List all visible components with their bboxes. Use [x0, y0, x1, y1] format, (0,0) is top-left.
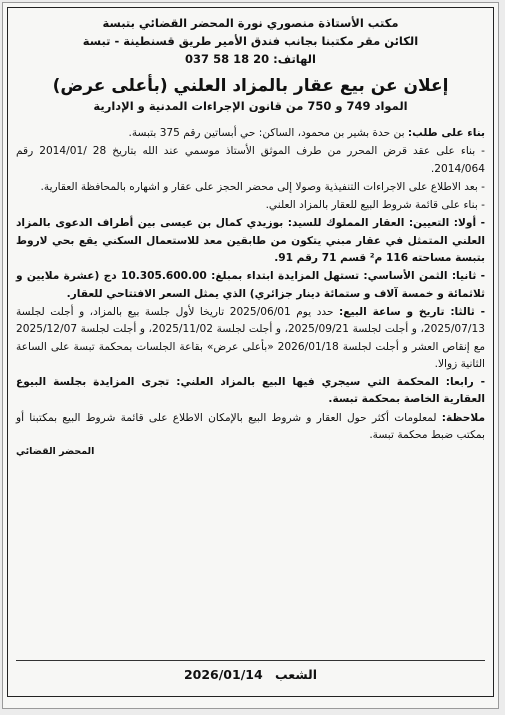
- paragraph-seizure: - بعد الاطلاع على الاجراءات التنفيذية وصولا إلى محضر الحجز على عقار و اشهاره بالمحافظة العقارية.: [40, 180, 485, 193]
- publication-footer: [16, 660, 485, 682]
- court-label: - رابعا: المحكمة التي سيجري فيها البيع بالمزاد العلني:: [176, 376, 486, 389]
- base-price-label: - ثانيا: الثمن الأساسي:: [363, 270, 485, 283]
- paragraph-conditions: - بناء على قائمة شروط البيع للعقار بالمزاد العلني.: [265, 199, 485, 212]
- paragraph-sale-date: [16, 304, 485, 373]
- newspaper-name: الشعب: [275, 667, 318, 682]
- applicant-text: بن حدة بشير بن محمود، الساكن: حي أبساتين رقم 375 بتبسة.: [128, 127, 408, 139]
- office-name: مكتب الأستاذة منصوري نورة المحضر القضائي بتبسة: [102, 16, 399, 30]
- note-text: لمعلومات أكثر حول العقار و شروط البيع بالإمكان الاطلاع على قائمة شروط البيع بمكتبنا أو بمكتب ضبط محكمة تبسة.: [16, 411, 485, 442]
- office-address: الكائن مقر مكتبنا بجانب فندق الأمير طريق قسنطينة - تبسة: [82, 34, 419, 48]
- paragraph-note: [16, 410, 485, 445]
- notice-subtitle: المواد 749 و 750 من قانون الإجراءات المدنية و الإدارية: [93, 99, 408, 113]
- paragraph-applicant: [16, 125, 485, 142]
- applicant-label: بناء على طلب:: [407, 127, 485, 139]
- court-text: تجرى المزايدة بجلسة البيوع العقارية الخاصة بمحكمة تبسة.: [16, 376, 485, 406]
- paragraph-designation: [16, 215, 485, 267]
- sale-date-text: حدد يوم 2025/06/01 تاريخا لأول جلسة بيع بالمزاد، و أجلت لجلسة 2025/07/13، و أجلت لجلسة 2025/09/21، و أجلت لجلسة 2025/11/02، و أجلت لجلسة 2025/12/07 مع إنقاص العشر و أجلت لجلسة 2026/01/18 «بأعلى عرض» بقاعة الجلسات بمحكمة تبسة على الساعة الثانية زوالا.: [16, 305, 486, 370]
- notice-body: [16, 125, 485, 459]
- newspaper-clipping: [2, 2, 499, 709]
- notice-title: إعلان عن بيع عقار بالمزاد العلني (بأعلى عرض): [52, 76, 449, 96]
- bailiff-signature: المحضر القضائي: [16, 446, 95, 458]
- paragraph-loan-contract: - بناء على عقد قرض المحرر من طرف الموثق الأستاذ موسمي عند الله بتاريخ 28 /2014/01 رقم 2014/064.: [16, 145, 485, 175]
- office-phone: الهاتف: 20 18 58 037: [185, 52, 316, 66]
- signature-row: [16, 445, 485, 459]
- base-price-text: تستهل المزايدة ابتداء بمبلغ: 10.305.600.00 دج (عشرة ملايين و ثلاثمائة و خمسة آلاف و ستمائة دينار جزائري) الذي يمثل السعر الافتتاحي للعقار.: [16, 270, 485, 300]
- auction-notice: [7, 7, 494, 697]
- publication-date: 2026/01/14: [183, 667, 263, 682]
- designation-label: - أولا: التعيين:: [408, 217, 486, 230]
- office-header: [16, 14, 485, 68]
- notice-titles: [16, 74, 485, 115]
- designation-text: العقار المملوك للسيد: بوزيدي كمال بن عيسى بين أطراف الدعوى بالمزاد العلني المتمثل في عقار مبني يتكون من طابقين معد للاستعمال السكني يقع بحي لاروط بتبسة مساحته 116 م² قسم 71 رقم 91.: [16, 217, 485, 265]
- paragraph-base-price: [16, 268, 485, 303]
- paragraph-court: [16, 374, 485, 409]
- sale-date-label: - ثالثا: تاريخ و ساعة البيع:: [339, 305, 485, 318]
- note-label: ملاحظة:: [441, 411, 485, 424]
